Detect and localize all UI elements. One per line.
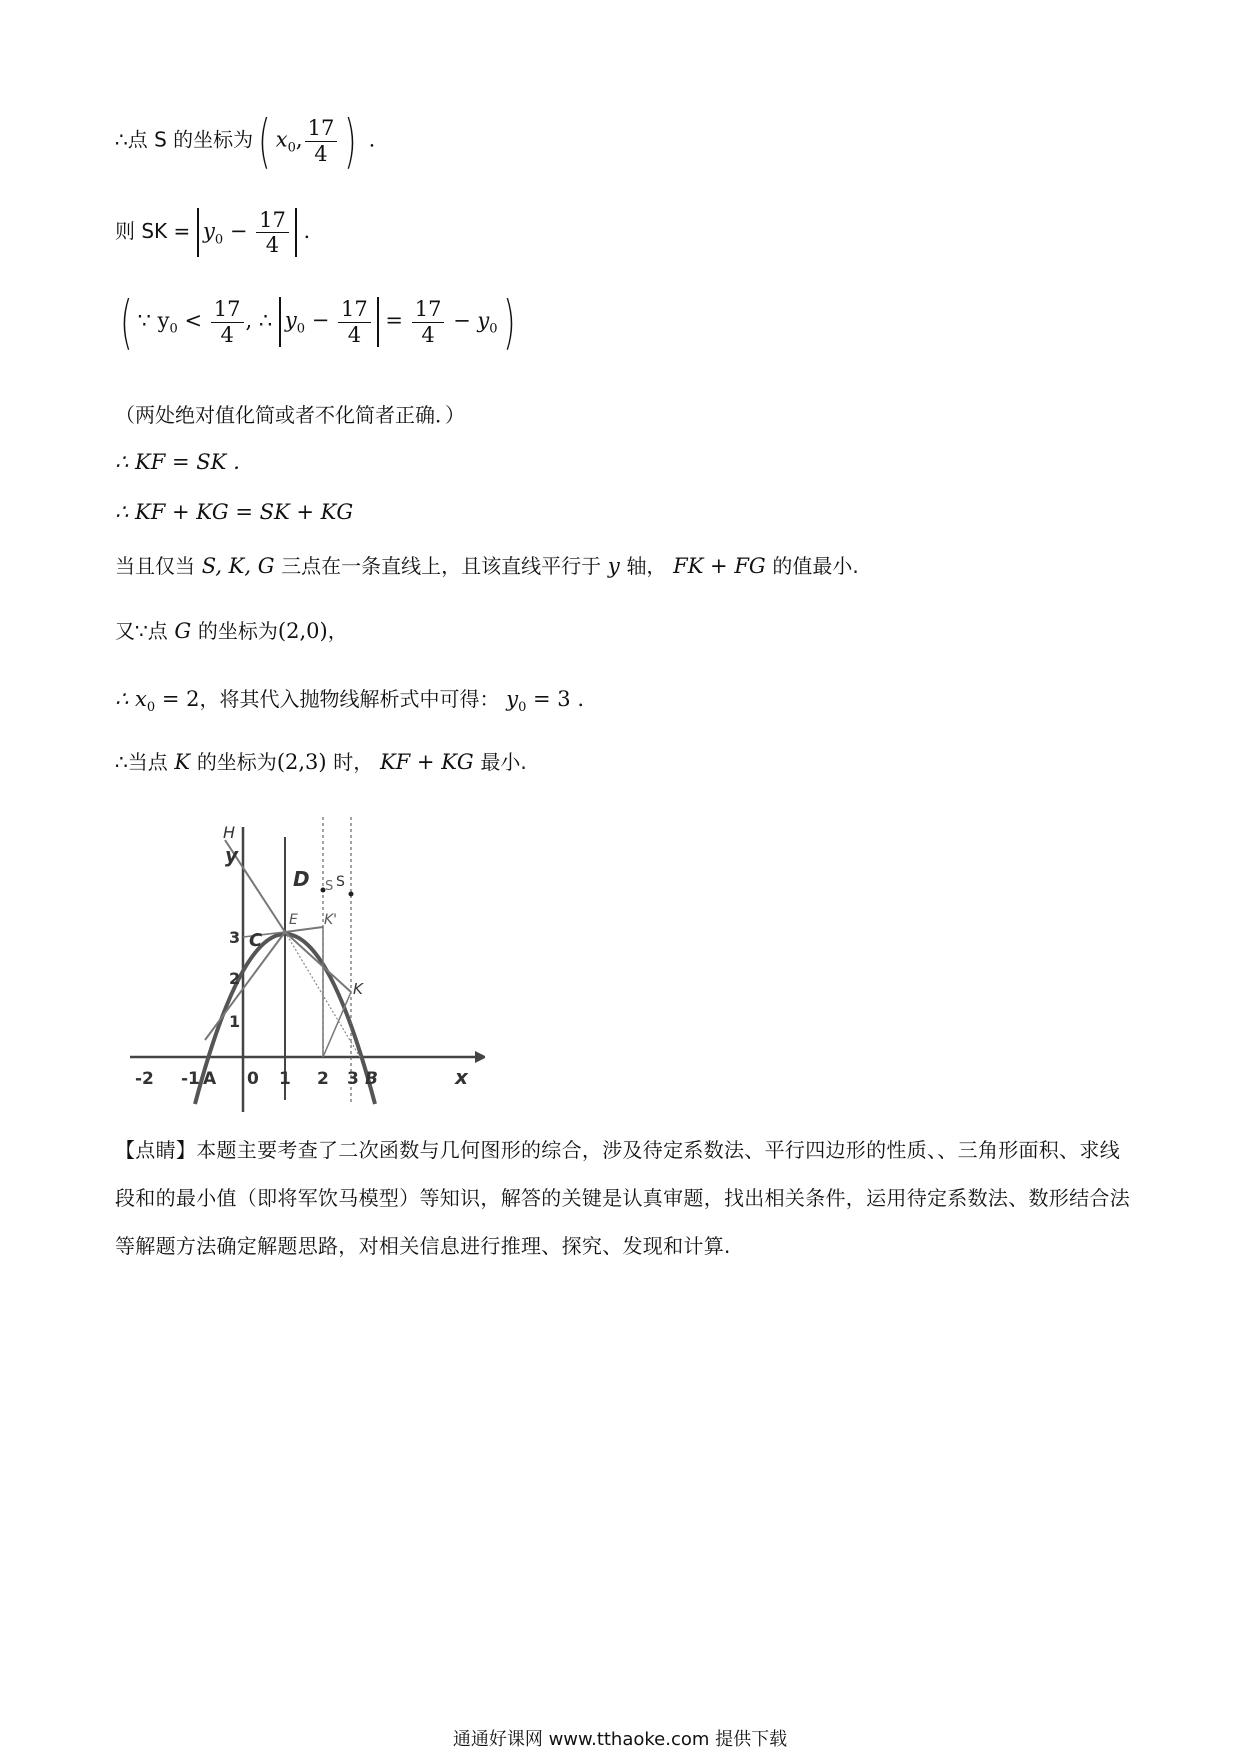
label-h: H bbox=[223, 823, 236, 842]
label-origin: 0 bbox=[247, 1069, 259, 1089]
label-tick-xm2: -2 bbox=[135, 1069, 154, 1089]
parabola-figure bbox=[125, 812, 485, 1117]
minimum-condition-line: 当且仅当 S, K, G 三点在一条直线上，且该直线平行于 y 轴， FK + FG 的值最小. bbox=[115, 554, 859, 578]
label-c: C bbox=[249, 930, 263, 951]
label-kprime: K' bbox=[324, 912, 338, 928]
label-s2: S bbox=[336, 874, 345, 890]
label-e: E bbox=[289, 912, 298, 928]
conclusion-line: ∴当点 K 的坐标为(2,3) 时， KF + KG 最小. bbox=[115, 750, 527, 774]
label-tick-x1: 1 bbox=[279, 1069, 291, 1089]
label-k: K bbox=[353, 980, 363, 998]
label-tick-xm1: -1 bbox=[181, 1069, 200, 1089]
kf-kg-sum-line: ∴ KF + KG = SK + KG bbox=[115, 500, 354, 524]
note-line: （两处绝对值化简或者不化简者正确．） bbox=[115, 403, 465, 427]
label-d: D bbox=[293, 867, 310, 891]
sk-expression-line: 则 SK = $y_0$ − $\frac{17}{4}$ . bbox=[115, 208, 311, 258]
point-s2 bbox=[349, 892, 354, 897]
label-tick-y2: 2 bbox=[229, 969, 241, 988]
label-a: A bbox=[203, 1069, 217, 1089]
label-x: x bbox=[455, 1065, 468, 1089]
commentary-paragraph bbox=[115, 1126, 1135, 1270]
x0-substitution-line: ∴ $x_0 = 2$，将其代入抛物线解析式中可得： $y_0 = 3$ . bbox=[115, 687, 585, 716]
label-b: B bbox=[365, 1069, 378, 1089]
label-s1: S bbox=[325, 879, 334, 894]
label-tick-x3: 3 bbox=[347, 1069, 359, 1089]
label-tick-y3: 3 bbox=[229, 928, 241, 947]
segment-a-e bbox=[205, 932, 285, 1040]
label-tick-y1: 1 bbox=[229, 1012, 241, 1031]
commentary-tag: 【点睛】 bbox=[115, 1138, 197, 1162]
segment-e-k bbox=[285, 932, 351, 992]
condition-line: ( ∵ $y_0$ < $\frac{17}{4}$ , ∴ $y_0$ − $\frac{17}{4}$ = $\frac{17}{4}$ − $y_0$) bbox=[120, 288, 516, 356]
fraction-17-4: $\frac{17}{4}$ bbox=[305, 116, 338, 165]
label-tick-x2: 2 bbox=[317, 1069, 329, 1089]
label-y: y bbox=[225, 843, 239, 867]
page-footer: 通通好课网 www.tthaoke.com 提供下载 bbox=[452, 1729, 788, 1750]
commentary-text: 本题主要考查了二次函数与几何图形的综合，涉及待定系数法、平行四边形的性质、、三角形面积、求线段和的最小值（即将军饮马模型）等知识，解答的关键是认真审题，找出相关条件，运用待定系数法、数形结合法等解题方法确定解题思路，对相关信息进行推理、探究、发现和计算. bbox=[115, 1138, 1130, 1258]
point-g-line: 又∵点 G 的坐标为(2,0)， bbox=[115, 619, 348, 643]
absolute-value: $y_0$ − $\frac{17}{4}$ bbox=[197, 208, 297, 257]
s-coordinate-line: ∴点 S 的坐标为( $x_0$, $\frac{17}{4}$ ) . bbox=[115, 107, 376, 175]
kf-equals-sk-line: ∴ KF = SK ． bbox=[115, 450, 254, 474]
x-axis-arrow bbox=[475, 1051, 485, 1063]
